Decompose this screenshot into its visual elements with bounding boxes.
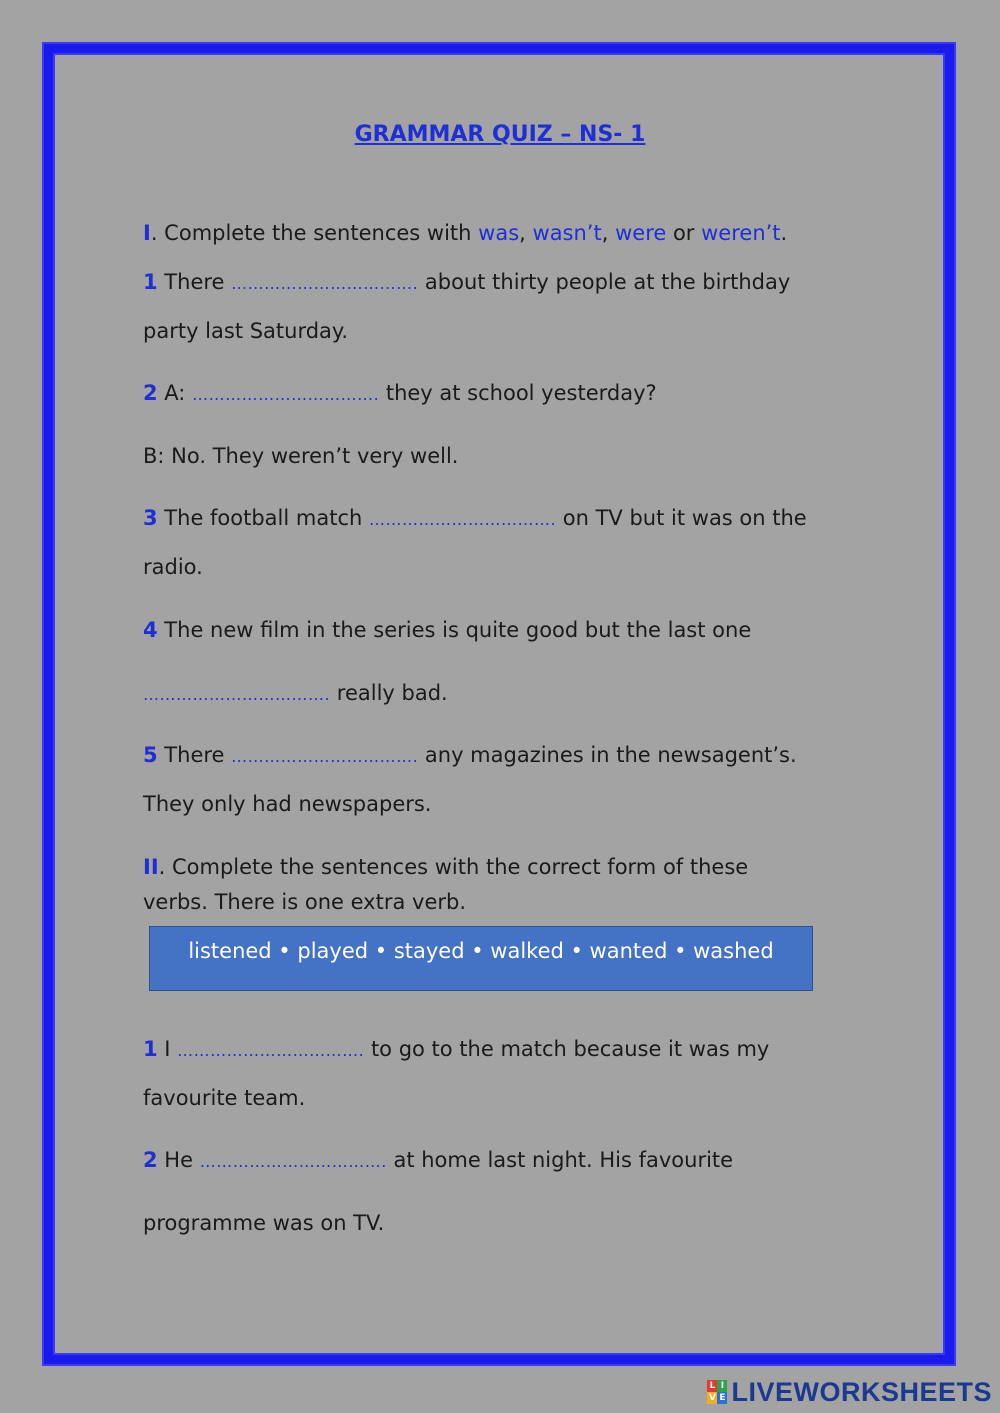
word-bank-text: listened • played • stayed • walked • wanted • washed [188,939,774,963]
answer-blank[interactable]: ……………………………. [199,1152,387,1171]
answer-blank[interactable]: ……………………………. [231,274,419,293]
logo-text: LIVEWORKSHEETS [731,1376,992,1407]
s2-question-1-line-2: favourite team. [143,1086,306,1110]
s1-question-2: 2 A: ……………………………. they at school yesterday? [143,381,657,405]
section-1-instruction: I. Complete the sentences with was, wasn’t, were or weren’t. [143,221,788,245]
liveworksheets-logo[interactable] [707,1375,992,1409]
answer-blank[interactable]: ……………………………. [177,1041,365,1060]
s1-question-5: 5 There ……………………………. any magazines in the newsagent’s. [143,743,797,767]
section-2-instruction-line-2: verbs. There is one extra verb. [143,890,467,914]
section-2-instruction: II. Complete the sentences with the correct form of these [143,855,749,879]
answer-blank[interactable]: ……………………………. [231,747,419,766]
logo-badge-icon: L I V E [708,1381,726,1403]
s1-question-3-line-2: radio. [143,555,203,579]
answer-blank[interactable]: ……………………………. [192,385,380,404]
section-2-numeral: II [143,855,159,879]
s1-question-2-line-2: B: No. They weren’t very well. [143,444,459,468]
s2-question-2-line-2: programme was on TV. [143,1211,385,1235]
s1-question-3: 3 The football match ……………………………. on TV but it was on the [143,506,807,530]
s1-question-1: 1 There ……………………………. about thirty people at the birthday [143,270,791,294]
s1-question-4-line-2: ……………………………. really bad. [143,681,448,705]
word-were: were [615,221,667,245]
word-wasnt: wasn’t [532,221,602,245]
s2-question-2: 2 He ……………………………. at home last night. His favourite [143,1148,734,1172]
word-was: was [478,221,520,245]
s1-question-1-line-2: party last Saturday. [143,319,349,343]
s2-question-1: 1 I ……………………………. to go to the match because it was my [143,1037,770,1061]
answer-blank[interactable]: ……………………………. [369,510,557,529]
s1-question-5-line-2: They only had newspapers. [143,792,432,816]
section-1-numeral: I [143,221,151,245]
word-werent: weren’t [701,221,781,245]
word-bank [149,926,813,991]
answer-blank[interactable]: ……………………………. [143,685,331,704]
page-title: GRAMMAR QUIZ – NS- 1 [354,122,646,147]
s1-question-4: 4 The new film in the series is quite good but the last one [143,618,752,642]
